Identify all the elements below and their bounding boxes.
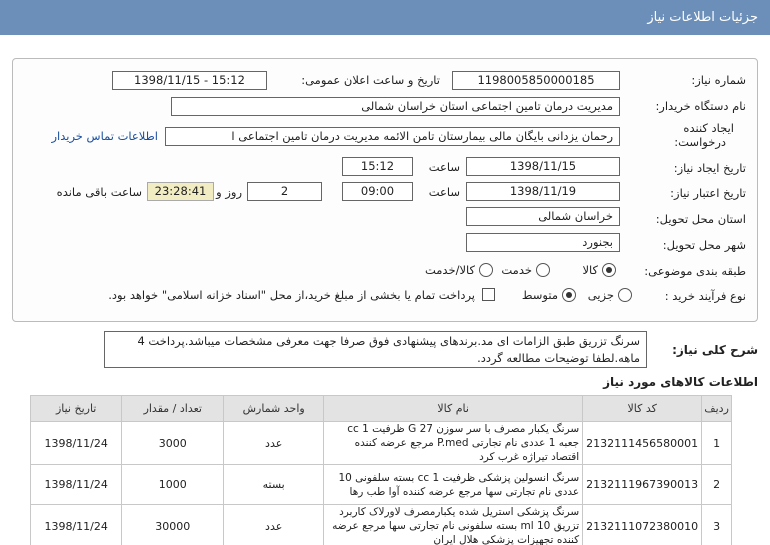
days-label: روز و	[216, 185, 242, 199]
category-option-goods: کالا	[582, 263, 598, 277]
creator-label: ایجاد کننده	[683, 121, 734, 135]
cell-need-date: 1398/11/24	[31, 465, 122, 505]
treasury-payment-note: پرداخت تمام یا بخشی از مبلغ خرید،از محل "اسناد خزانه اسلامی" خواهد بود.	[108, 288, 475, 302]
cell-need-date: 1398/11/24	[31, 422, 122, 465]
cell-unit: بسته	[224, 465, 324, 505]
category-option-service: خدمت	[501, 263, 532, 277]
table-row	[31, 505, 732, 545]
need-number-label: شماره نیاز:	[691, 73, 746, 87]
city-label: شهر محل تحویل:	[662, 238, 746, 252]
province-field: خراسان شمالی	[466, 207, 620, 226]
header-unit: واحد شمارش	[224, 396, 324, 422]
created-time-field: 15:12	[342, 157, 413, 176]
creator-label-2: درخواست:	[674, 135, 726, 149]
announce-date-field: 1398/11/15 - 15:12	[112, 71, 267, 90]
valid-date-field: 1398/11/19	[466, 182, 620, 201]
cell-need-date: 1398/11/24	[31, 505, 122, 545]
cell-quantity: 30000	[122, 505, 224, 545]
process-option-medium: متوسط	[521, 288, 558, 302]
category-label: طبقه بندی موضوعی:	[644, 264, 746, 278]
buyer-contact-link[interactable]: اطلاعات تماس خریدار	[51, 129, 158, 143]
category-radio-service[interactable]	[536, 263, 550, 277]
valid-time-label: ساعت	[428, 185, 460, 199]
remaining-days-field: 2	[247, 182, 322, 201]
items-section-title: اطلاعات کالاهای مورد نیاز	[603, 375, 758, 389]
process-radio-medium[interactable]	[562, 288, 576, 302]
items-table	[30, 395, 732, 545]
process-option-minor: جزیی	[587, 288, 614, 302]
table-header-row	[31, 396, 732, 422]
cell-unit: عدد	[224, 422, 324, 465]
process-label: نوع فرآیند خرید :	[664, 289, 746, 303]
buyer-field: مدیریت درمان تامین اجتماعی استان خراسان شمالی	[171, 97, 620, 116]
header-need-date: تاریخ نیاز	[31, 396, 122, 422]
process-radio-minor[interactable]	[618, 288, 632, 302]
description-field: سرنگ تزریق طبق الزامات ای مد.برندهای پیشنهادی فوق صرفا جهت معرفی مشخصات میباشد.پرداخت 4 ماهه.لطفا توضیحات مطالعه گردد.	[104, 331, 647, 368]
cell-quantity: 1000	[122, 465, 224, 505]
created-time-label: ساعت	[428, 160, 460, 174]
cell-item-name: سرنگ انسولین پزشکی ظرفیت cc 1 بسته سلفونی 10 عددی نام تجارتی سها مرجع عرضه کننده آوا طب رها	[324, 465, 583, 505]
created-date-field: 1398/11/15	[466, 157, 620, 176]
created-date-label: تاریخ ایجاد نیاز:	[673, 161, 746, 175]
valid-time-field: 09:00	[342, 182, 413, 201]
cell-quantity: 3000	[122, 422, 224, 465]
cell-item-name: سرنگ پزشکی استریل شده یکبارمصرف لاورلاک کاربرد تزریق 10 ml بسته سلفونی نام تجارتی سها مرجع عرضه کننده تجهیزات پزشکی هلال ایران	[324, 505, 583, 545]
cell-item-name: سرنگ یکبار مصرف با سر سوزن G 27 ظرفیت cc 1 جعبه 1 عددی نام تجارتی P.med مرجع عرضه کننده اقتصاد تیراژه غرب کرد	[324, 422, 583, 465]
city-field: بجنورد	[466, 233, 620, 252]
province-label: استان محل تحویل:	[655, 212, 746, 226]
category-radio-goods-service[interactable]	[479, 263, 493, 277]
category-radio-goods[interactable]	[602, 263, 616, 277]
cell-unit: عدد	[224, 505, 324, 545]
remaining-time-timer: 23:28:41	[147, 182, 214, 201]
table-row	[31, 465, 732, 505]
header-item-code: کد کالا	[583, 396, 702, 422]
category-option-goods-service: کالا/خدمت	[424, 263, 475, 277]
cell-row-number: 3	[702, 505, 732, 545]
cell-row-number: 2	[702, 465, 732, 505]
page-title: جزئیات اطلاعات نیاز	[0, 0, 770, 35]
description-label: شرح کلی نیاز:	[672, 343, 758, 357]
header-row-number: ردیف	[702, 396, 732, 422]
treasury-payment-checkbox[interactable]	[482, 288, 495, 301]
header-quantity: تعداد / مقدار	[122, 396, 224, 422]
buyer-label: نام دستگاه خریدار:	[655, 99, 746, 113]
cell-row-number: 1	[702, 422, 732, 465]
cell-item-code: 2132111072380010	[583, 505, 702, 545]
header-item-name: نام کالا	[324, 396, 583, 422]
valid-date-label: تاریخ اعتبار نیاز:	[670, 186, 746, 200]
cell-item-code: 2132111967390013	[583, 465, 702, 505]
creator-field: رحمان یزدانی بایگان مالی بیمارستان تامن الائمه مدیریت درمان تامین اجتماعی ا	[165, 127, 620, 146]
need-number-field: 1198005850000185	[452, 71, 620, 90]
remaining-label: ساعت باقی مانده	[56, 185, 142, 199]
table-row	[31, 422, 732, 465]
cell-item-code: 2132111456580001	[583, 422, 702, 465]
announce-date-label: تاریخ و ساعت اعلان عمومی:	[301, 73, 440, 87]
